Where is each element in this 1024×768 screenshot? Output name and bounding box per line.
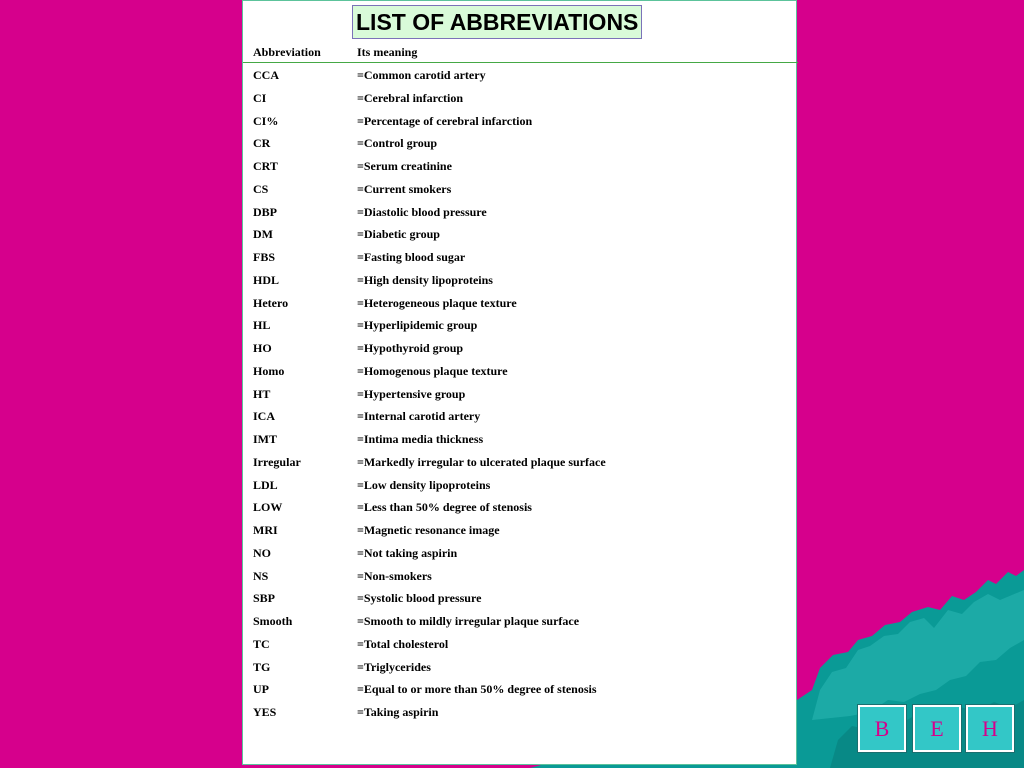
list-item	[243, 341, 798, 364]
abbreviation-term: CS	[253, 181, 269, 196]
abbreviation-meaning: =Diabetic group	[357, 227, 440, 242]
abbreviation-meaning: =Cerebral infarction	[357, 90, 464, 105]
abbreviation-term: TC	[253, 636, 270, 651]
abbreviation-meaning: =Hyperlipidemic group	[357, 318, 478, 333]
abbreviation-meaning: =Triglycerides	[357, 659, 431, 674]
list-item	[243, 569, 798, 592]
list-item	[243, 364, 798, 387]
abbreviation-meaning: =Systolic blood pressure	[357, 591, 482, 606]
abbreviation-meaning: =Markedly irregular to ulcerated plaque surface	[357, 454, 606, 469]
abbreviation-term: CRT	[253, 159, 278, 173]
list-item	[243, 68, 798, 91]
abbreviation-term: NO	[253, 545, 271, 560]
list-item	[243, 182, 798, 205]
list-item	[243, 250, 798, 273]
abbreviation-meaning: =Hypertensive group	[357, 386, 466, 401]
list-item	[243, 455, 798, 478]
abbreviation-meaning: =Low density lipoproteins	[357, 477, 491, 492]
nav-button-h[interactable]: H	[966, 705, 1014, 752]
abbreviation-term: ICA	[253, 409, 276, 424]
abbreviation-term: NS	[253, 568, 269, 583]
abbreviation-meaning: =Smooth to mildly irregular plaque surface	[357, 614, 580, 628]
abbreviation-term: LDL	[253, 477, 278, 492]
abbreviation-meaning: =Total cholesterol	[357, 636, 449, 651]
abbreviation-meaning: =Magnetic resonance image	[357, 523, 500, 537]
abbreviation-list	[243, 68, 798, 728]
abbreviation-meaning: =Non-smokers	[357, 568, 432, 583]
nav-button-b[interactable]: B	[858, 705, 906, 752]
abbreviation-meaning: =Fasting blood sugar	[357, 250, 466, 264]
abbreviation-term: Smooth	[253, 614, 293, 628]
abbreviation-term: TG	[253, 659, 271, 674]
list-item	[243, 614, 798, 637]
abbreviation-term: LOW	[253, 500, 283, 515]
abbreviation-term: CR	[253, 136, 271, 151]
abbreviation-term: Homo	[253, 363, 285, 378]
list-item	[243, 500, 798, 523]
list-item	[243, 409, 798, 432]
abbreviation-meaning: =High density lipoproteins	[357, 272, 493, 287]
abbreviation-term: CCA	[253, 68, 279, 82]
abbreviation-term: FBS	[253, 250, 276, 264]
list-item	[243, 705, 798, 728]
abbreviations-panel	[242, 0, 797, 765]
column-header-abbreviation: Abbreviation	[253, 45, 321, 59]
list-item	[243, 637, 798, 660]
abbreviation-meaning: =Less than 50% degree of stenosis	[357, 500, 532, 515]
list-item	[243, 114, 798, 137]
nav-button-e[interactable]: E	[913, 705, 961, 752]
list-item	[243, 91, 798, 114]
list-item	[243, 205, 798, 228]
list-item	[243, 159, 798, 182]
list-item	[243, 546, 798, 569]
list-item	[243, 318, 798, 341]
list-item	[243, 523, 798, 546]
abbreviation-meaning: =Common carotid artery	[357, 68, 486, 82]
abbreviation-term: DM	[253, 227, 273, 242]
abbreviation-term: DBP	[253, 204, 277, 219]
abbreviation-term: HDL	[253, 272, 280, 287]
abbreviation-meaning: =Serum creatinine	[357, 159, 452, 173]
abbreviation-term: IMT	[253, 432, 277, 446]
abbreviation-term: HL	[253, 318, 271, 333]
list-item	[243, 478, 798, 501]
abbreviation-meaning: =Percentage of cerebral infarction	[357, 113, 533, 128]
abbreviation-meaning: =Diastolic blood pressure	[357, 204, 487, 219]
list-item	[243, 591, 798, 614]
abbreviation-term: YES	[253, 705, 277, 719]
abbreviation-meaning: =Homogenous plaque texture	[357, 363, 508, 378]
abbreviation-term: MRI	[253, 523, 278, 537]
abbreviation-meaning: =Equal to or more than 50% degree of stenosis	[357, 682, 597, 697]
abbreviation-meaning: =Not taking aspirin	[357, 545, 458, 560]
page-title: LIST OF ABBREVIATIONS	[352, 5, 642, 39]
column-header-meaning: Its meaning	[357, 45, 418, 59]
abbreviation-term: CI	[253, 90, 267, 105]
abbreviation-meaning: =Control group	[357, 136, 438, 151]
abbreviation-term: CI%	[253, 113, 279, 128]
list-item	[243, 660, 798, 683]
abbreviation-term: SBP	[253, 591, 276, 606]
list-item	[243, 432, 798, 455]
abbreviation-meaning: =Current smokers	[357, 181, 452, 196]
list-item	[243, 682, 798, 705]
abbreviation-meaning: =Taking aspirin	[357, 705, 439, 719]
header-divider	[243, 62, 798, 63]
list-item	[243, 136, 798, 159]
abbreviation-meaning: =Heterogeneous plaque texture	[357, 295, 517, 310]
abbreviation-term: UP	[253, 682, 269, 697]
list-item	[243, 227, 798, 250]
abbreviation-meaning: =Intima media thickness	[357, 432, 484, 446]
list-item	[243, 296, 798, 319]
list-item	[243, 273, 798, 296]
abbreviation-meaning: =Hypothyroid group	[357, 341, 464, 355]
list-item	[243, 387, 798, 410]
abbreviation-meaning: =Internal carotid artery	[357, 409, 481, 424]
abbreviation-term: Irregular	[253, 454, 301, 469]
abbreviation-term: HO	[253, 341, 272, 355]
abbreviation-term: HT	[253, 386, 271, 401]
abbreviation-term: Hetero	[253, 295, 289, 310]
